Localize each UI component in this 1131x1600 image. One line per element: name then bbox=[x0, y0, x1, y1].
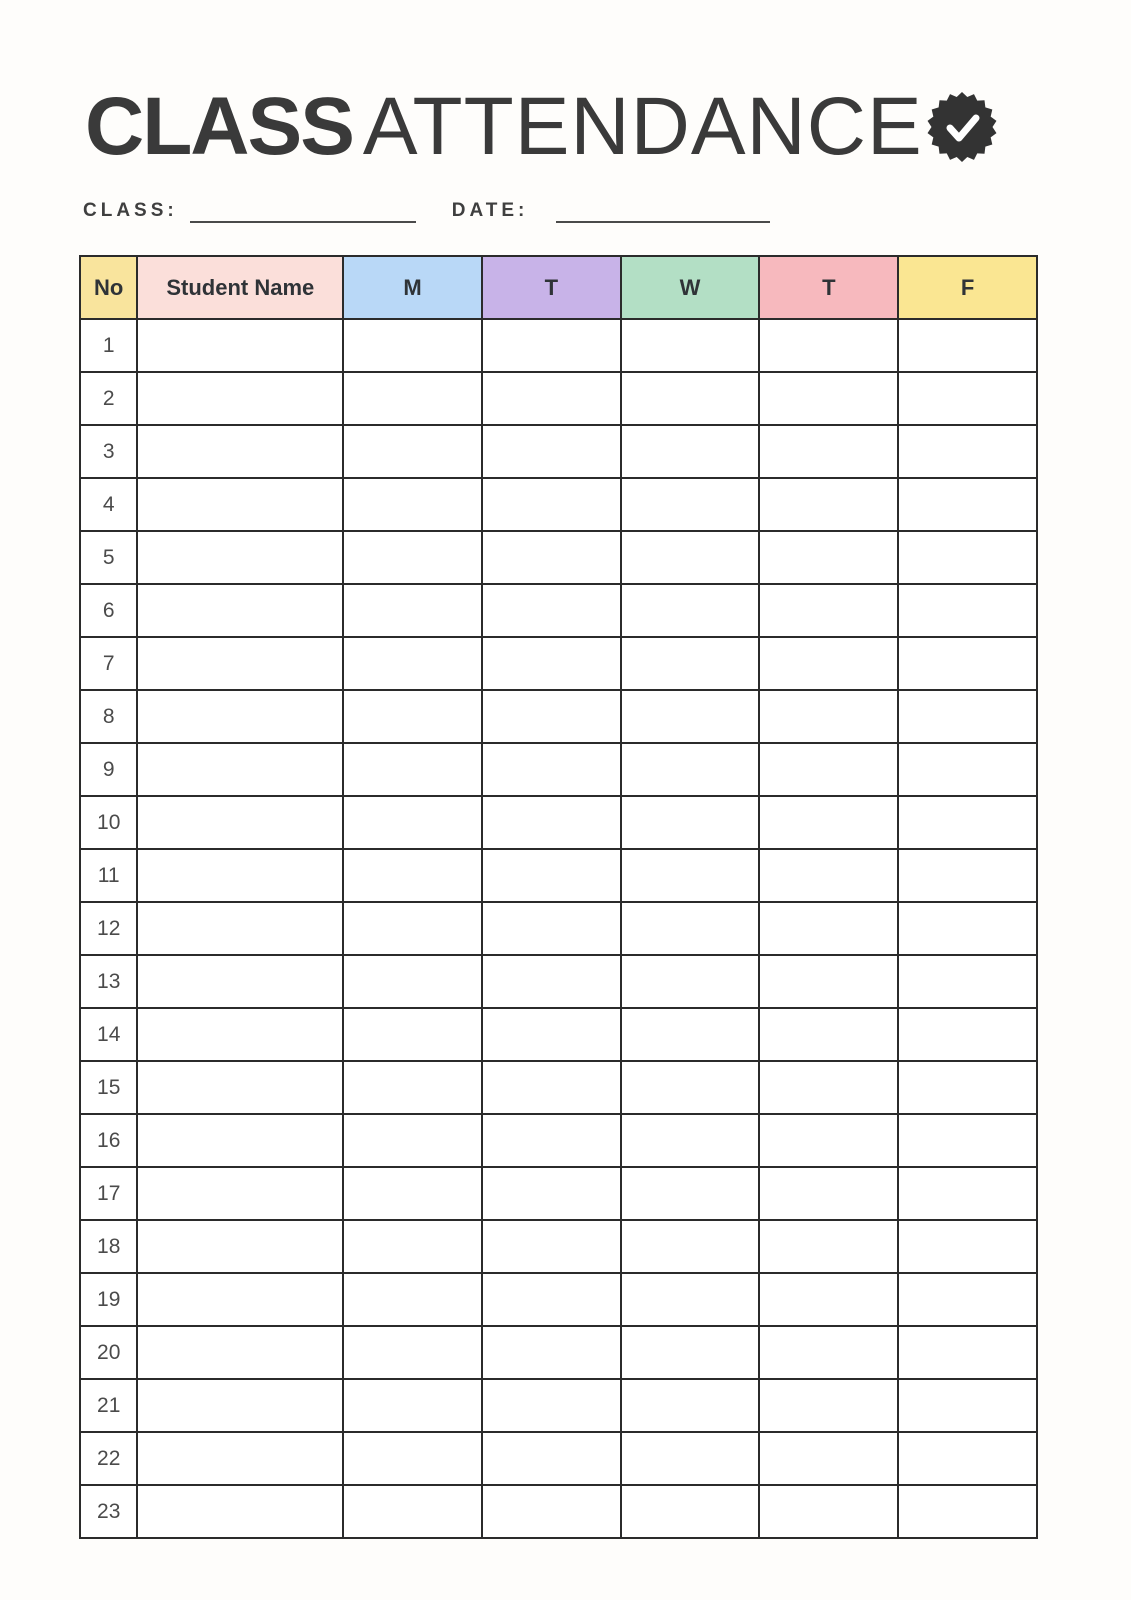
column-header-tue: T bbox=[482, 256, 621, 319]
row-number-cell: 18 bbox=[80, 1220, 137, 1273]
page-title-primary: CLASS bbox=[85, 81, 353, 172]
attendance-cell-student_name[interactable] bbox=[137, 743, 343, 796]
column-header-mon: M bbox=[343, 256, 482, 319]
table-row bbox=[80, 478, 1037, 531]
attendance-cell-tue[interactable] bbox=[482, 1485, 621, 1538]
attendance-cell-wed[interactable] bbox=[621, 1061, 760, 1114]
table-row bbox=[80, 955, 1037, 1008]
attendance-cell-wed[interactable] bbox=[621, 1432, 760, 1485]
attendance-cell-tue[interactable] bbox=[482, 584, 621, 637]
attendance-cell-wed[interactable] bbox=[621, 1114, 760, 1167]
table-row bbox=[80, 796, 1037, 849]
attendance-cell-thu[interactable] bbox=[759, 1061, 898, 1114]
attendance-cell-fri[interactable] bbox=[898, 902, 1037, 955]
attendance-cell-thu[interactable] bbox=[759, 372, 898, 425]
attendance-cell-fri[interactable] bbox=[898, 1485, 1037, 1538]
row-number-cell: 22 bbox=[80, 1432, 137, 1485]
attendance-cell-fri[interactable] bbox=[898, 690, 1037, 743]
table-row bbox=[80, 1273, 1037, 1326]
column-header-student_name: Student Name bbox=[137, 256, 343, 319]
page-title-secondary: ATTENDANCE bbox=[362, 81, 923, 172]
attendance-cell-thu[interactable] bbox=[759, 425, 898, 478]
table-row bbox=[80, 584, 1037, 637]
attendance-cell-wed[interactable] bbox=[621, 743, 760, 796]
attendance-cell-thu[interactable] bbox=[759, 478, 898, 531]
attendance-cell-thu[interactable] bbox=[759, 1485, 898, 1538]
column-header-wed: W bbox=[621, 256, 760, 319]
attendance-cell-student_name[interactable] bbox=[137, 849, 343, 902]
check-badge-icon bbox=[926, 91, 998, 163]
table-row bbox=[80, 372, 1037, 425]
table-row bbox=[80, 1167, 1037, 1220]
row-number-cell: 23 bbox=[80, 1485, 137, 1538]
attendance-cell-thu[interactable] bbox=[759, 637, 898, 690]
row-number-cell: 6 bbox=[80, 584, 137, 637]
table-row bbox=[80, 319, 1037, 372]
attendance-cell-wed[interactable] bbox=[621, 1485, 760, 1538]
attendance-cell-wed[interactable] bbox=[621, 372, 760, 425]
attendance-cell-fri[interactable] bbox=[898, 743, 1037, 796]
attendance-cell-fri[interactable] bbox=[898, 1008, 1037, 1061]
attendance-cell-fri[interactable] bbox=[898, 584, 1037, 637]
row-number-cell: 2 bbox=[80, 372, 137, 425]
attendance-cell-thu[interactable] bbox=[759, 796, 898, 849]
attendance-cell-wed[interactable] bbox=[621, 425, 760, 478]
row-number-cell: 19 bbox=[80, 1273, 137, 1326]
attendance-cell-thu[interactable] bbox=[759, 531, 898, 584]
attendance-cell-wed[interactable] bbox=[621, 1326, 760, 1379]
attendance-cell-tue[interactable] bbox=[482, 1379, 621, 1432]
attendance-cell-thu[interactable] bbox=[759, 1379, 898, 1432]
row-number-cell: 12 bbox=[80, 902, 137, 955]
attendance-cell-mon[interactable] bbox=[343, 743, 482, 796]
table-row bbox=[80, 1008, 1037, 1061]
attendance-cell-wed[interactable] bbox=[621, 1220, 760, 1273]
attendance-cell-tue[interactable] bbox=[482, 531, 621, 584]
attendance-cell-student_name[interactable] bbox=[137, 1114, 343, 1167]
attendance-cell-student_name[interactable] bbox=[137, 1167, 343, 1220]
attendance-cell-fri[interactable] bbox=[898, 637, 1037, 690]
attendance-cell-tue[interactable] bbox=[482, 1432, 621, 1485]
attendance-cell-tue[interactable] bbox=[482, 1167, 621, 1220]
row-number-cell: 11 bbox=[80, 849, 137, 902]
row-number-cell: 14 bbox=[80, 1008, 137, 1061]
attendance-cell-tue[interactable] bbox=[482, 1061, 621, 1114]
attendance-cell-mon[interactable] bbox=[343, 796, 482, 849]
attendance-cell-student_name[interactable] bbox=[137, 584, 343, 637]
attendance-cell-student_name[interactable] bbox=[137, 1273, 343, 1326]
page-title bbox=[85, 81, 923, 172]
attendance-cell-fri[interactable] bbox=[898, 1061, 1037, 1114]
attendance-cell-wed[interactable] bbox=[621, 796, 760, 849]
attendance-cell-student_name[interactable] bbox=[137, 690, 343, 743]
attendance-cell-fri[interactable] bbox=[898, 955, 1037, 1008]
row-number-cell: 13 bbox=[80, 955, 137, 1008]
attendance-cell-thu[interactable] bbox=[759, 902, 898, 955]
attendance-cell-fri[interactable] bbox=[898, 1432, 1037, 1485]
attendance-cell-mon[interactable] bbox=[343, 1326, 482, 1379]
attendance-cell-fri[interactable] bbox=[898, 478, 1037, 531]
attendance-cell-mon[interactable] bbox=[343, 637, 482, 690]
table-row bbox=[80, 1220, 1037, 1273]
attendance-cell-student_name[interactable] bbox=[137, 955, 343, 1008]
attendance-cell-thu[interactable] bbox=[759, 1167, 898, 1220]
row-number-cell: 5 bbox=[80, 531, 137, 584]
attendance-cell-wed[interactable] bbox=[621, 1167, 760, 1220]
attendance-cell-student_name[interactable] bbox=[137, 1326, 343, 1379]
attendance-cell-wed[interactable] bbox=[621, 1273, 760, 1326]
attendance-cell-student_name[interactable] bbox=[137, 1220, 343, 1273]
attendance-cell-student_name[interactable] bbox=[137, 478, 343, 531]
column-header-fri: F bbox=[898, 256, 1037, 319]
attendance-cell-thu[interactable] bbox=[759, 955, 898, 1008]
attendance-cell-thu[interactable] bbox=[759, 584, 898, 637]
attendance-cell-wed[interactable] bbox=[621, 1008, 760, 1061]
attendance-cell-wed[interactable] bbox=[621, 690, 760, 743]
attendance-cell-tue[interactable] bbox=[482, 372, 621, 425]
attendance-cell-student_name[interactable] bbox=[137, 425, 343, 478]
attendance-cell-student_name[interactable] bbox=[137, 319, 343, 372]
row-number-cell: 1 bbox=[80, 319, 137, 372]
attendance-cell-thu[interactable] bbox=[759, 690, 898, 743]
table-row bbox=[80, 1432, 1037, 1485]
row-number-cell: 9 bbox=[80, 743, 137, 796]
attendance-cell-mon[interactable] bbox=[343, 1485, 482, 1538]
row-number-cell: 21 bbox=[80, 1379, 137, 1432]
attendance-cell-thu[interactable] bbox=[759, 1273, 898, 1326]
attendance-cell-tue[interactable] bbox=[482, 743, 621, 796]
attendance-cell-fri[interactable] bbox=[898, 1167, 1037, 1220]
attendance-cell-tue[interactable] bbox=[482, 849, 621, 902]
attendance-cell-wed[interactable] bbox=[621, 849, 760, 902]
attendance-cell-tue[interactable] bbox=[482, 1273, 621, 1326]
row-number-cell: 17 bbox=[80, 1167, 137, 1220]
attendance-cell-fri[interactable] bbox=[898, 425, 1037, 478]
table-row bbox=[80, 425, 1037, 478]
table-row bbox=[80, 637, 1037, 690]
attendance-cell-mon[interactable] bbox=[343, 955, 482, 1008]
attendance-cell-fri[interactable] bbox=[898, 849, 1037, 902]
row-number-cell: 16 bbox=[80, 1114, 137, 1167]
date-input-line[interactable] bbox=[556, 200, 770, 223]
attendance-cell-wed[interactable] bbox=[621, 637, 760, 690]
attendance-cell-wed[interactable] bbox=[621, 584, 760, 637]
attendance-cell-mon[interactable] bbox=[343, 1273, 482, 1326]
attendance-cell-mon[interactable] bbox=[343, 1061, 482, 1114]
attendance-cell-tue[interactable] bbox=[482, 637, 621, 690]
attendance-cell-mon[interactable] bbox=[343, 1220, 482, 1273]
class-date-row bbox=[83, 200, 770, 223]
table-row bbox=[80, 902, 1037, 955]
attendance-cell-mon[interactable] bbox=[343, 1432, 482, 1485]
attendance-cell-tue[interactable] bbox=[482, 1114, 621, 1167]
attendance-cell-tue[interactable] bbox=[482, 319, 621, 372]
attendance-cell-fri[interactable] bbox=[898, 796, 1037, 849]
attendance-cell-wed[interactable] bbox=[621, 902, 760, 955]
attendance-cell-tue[interactable] bbox=[482, 690, 621, 743]
column-header-no: No bbox=[80, 256, 137, 319]
table-row bbox=[80, 1485, 1037, 1538]
row-number-cell: 10 bbox=[80, 796, 137, 849]
attendance-cell-wed[interactable] bbox=[621, 955, 760, 1008]
attendance-cell-student_name[interactable] bbox=[137, 902, 343, 955]
row-number-cell: 3 bbox=[80, 425, 137, 478]
attendance-cell-student_name[interactable] bbox=[137, 1432, 343, 1485]
attendance-cell-tue[interactable] bbox=[482, 1008, 621, 1061]
attendance-cell-mon[interactable] bbox=[343, 372, 482, 425]
attendance-cell-student_name[interactable] bbox=[137, 637, 343, 690]
header-row bbox=[80, 256, 1037, 319]
attendance-cell-fri[interactable] bbox=[898, 372, 1037, 425]
attendance-table-body bbox=[80, 319, 1037, 1538]
attendance-cell-mon[interactable] bbox=[343, 1379, 482, 1432]
attendance-cell-student_name[interactable] bbox=[137, 1008, 343, 1061]
attendance-cell-tue[interactable] bbox=[482, 1326, 621, 1379]
attendance-cell-wed[interactable] bbox=[621, 1379, 760, 1432]
table-row bbox=[80, 743, 1037, 796]
attendance-cell-student_name[interactable] bbox=[137, 1379, 343, 1432]
table-row bbox=[80, 849, 1037, 902]
attendance-cell-mon[interactable] bbox=[343, 478, 482, 531]
class-label: CLASS: bbox=[83, 200, 178, 221]
attendance-cell-mon[interactable] bbox=[343, 1008, 482, 1061]
attendance-table bbox=[79, 255, 1038, 1539]
attendance-cell-wed[interactable] bbox=[621, 478, 760, 531]
row-number-cell: 4 bbox=[80, 478, 137, 531]
row-number-cell: 15 bbox=[80, 1061, 137, 1114]
attendance-cell-thu[interactable] bbox=[759, 743, 898, 796]
attendance-cell-fri[interactable] bbox=[898, 1114, 1037, 1167]
attendance-cell-thu[interactable] bbox=[759, 849, 898, 902]
attendance-cell-thu[interactable] bbox=[759, 319, 898, 372]
attendance-cell-fri[interactable] bbox=[898, 531, 1037, 584]
attendance-cell-thu[interactable] bbox=[759, 1220, 898, 1273]
attendance-cell-wed[interactable] bbox=[621, 531, 760, 584]
attendance-cell-fri[interactable] bbox=[898, 1326, 1037, 1379]
attendance-cell-student_name[interactable] bbox=[137, 1485, 343, 1538]
attendance-cell-tue[interactable] bbox=[482, 955, 621, 1008]
row-number-cell: 8 bbox=[80, 690, 137, 743]
attendance-cell-tue[interactable] bbox=[482, 902, 621, 955]
column-header-thu: T bbox=[759, 256, 898, 319]
attendance-cell-mon[interactable] bbox=[343, 425, 482, 478]
attendance-cell-mon[interactable] bbox=[343, 902, 482, 955]
attendance-cell-student_name[interactable] bbox=[137, 796, 343, 849]
attendance-cell-tue[interactable] bbox=[482, 478, 621, 531]
attendance-cell-fri[interactable] bbox=[898, 319, 1037, 372]
attendance-cell-student_name[interactable] bbox=[137, 531, 343, 584]
attendance-cell-mon[interactable] bbox=[343, 690, 482, 743]
attendance-cell-thu[interactable] bbox=[759, 1114, 898, 1167]
attendance-cell-student_name[interactable] bbox=[137, 1061, 343, 1114]
attendance-cell-student_name[interactable] bbox=[137, 372, 343, 425]
attendance-cell-thu[interactable] bbox=[759, 1432, 898, 1485]
attendance-cell-fri[interactable] bbox=[898, 1273, 1037, 1326]
attendance-cell-fri[interactable] bbox=[898, 1220, 1037, 1273]
attendance-cell-tue[interactable] bbox=[482, 425, 621, 478]
row-number-cell: 7 bbox=[80, 637, 137, 690]
attendance-cell-fri[interactable] bbox=[898, 1379, 1037, 1432]
table-row bbox=[80, 1326, 1037, 1379]
attendance-cell-thu[interactable] bbox=[759, 1008, 898, 1061]
attendance-cell-mon[interactable] bbox=[343, 849, 482, 902]
attendance-cell-mon[interactable] bbox=[343, 531, 482, 584]
table-row bbox=[80, 1061, 1037, 1114]
date-label: DATE: bbox=[451, 200, 529, 221]
row-number-cell: 20 bbox=[80, 1326, 137, 1379]
attendance-cell-wed[interactable] bbox=[621, 319, 760, 372]
attendance-cell-mon[interactable] bbox=[343, 1114, 482, 1167]
attendance-cell-mon[interactable] bbox=[343, 1167, 482, 1220]
page-header bbox=[85, 81, 998, 172]
table-row bbox=[80, 690, 1037, 743]
attendance-cell-tue[interactable] bbox=[482, 796, 621, 849]
attendance-cell-mon[interactable] bbox=[343, 584, 482, 637]
attendance-cell-mon[interactable] bbox=[343, 319, 482, 372]
table-row bbox=[80, 1379, 1037, 1432]
attendance-table-header bbox=[80, 256, 1037, 319]
class-input-line[interactable] bbox=[190, 200, 416, 223]
table-row bbox=[80, 1114, 1037, 1167]
attendance-cell-thu[interactable] bbox=[759, 1326, 898, 1379]
table-row bbox=[80, 531, 1037, 584]
attendance-cell-tue[interactable] bbox=[482, 1220, 621, 1273]
